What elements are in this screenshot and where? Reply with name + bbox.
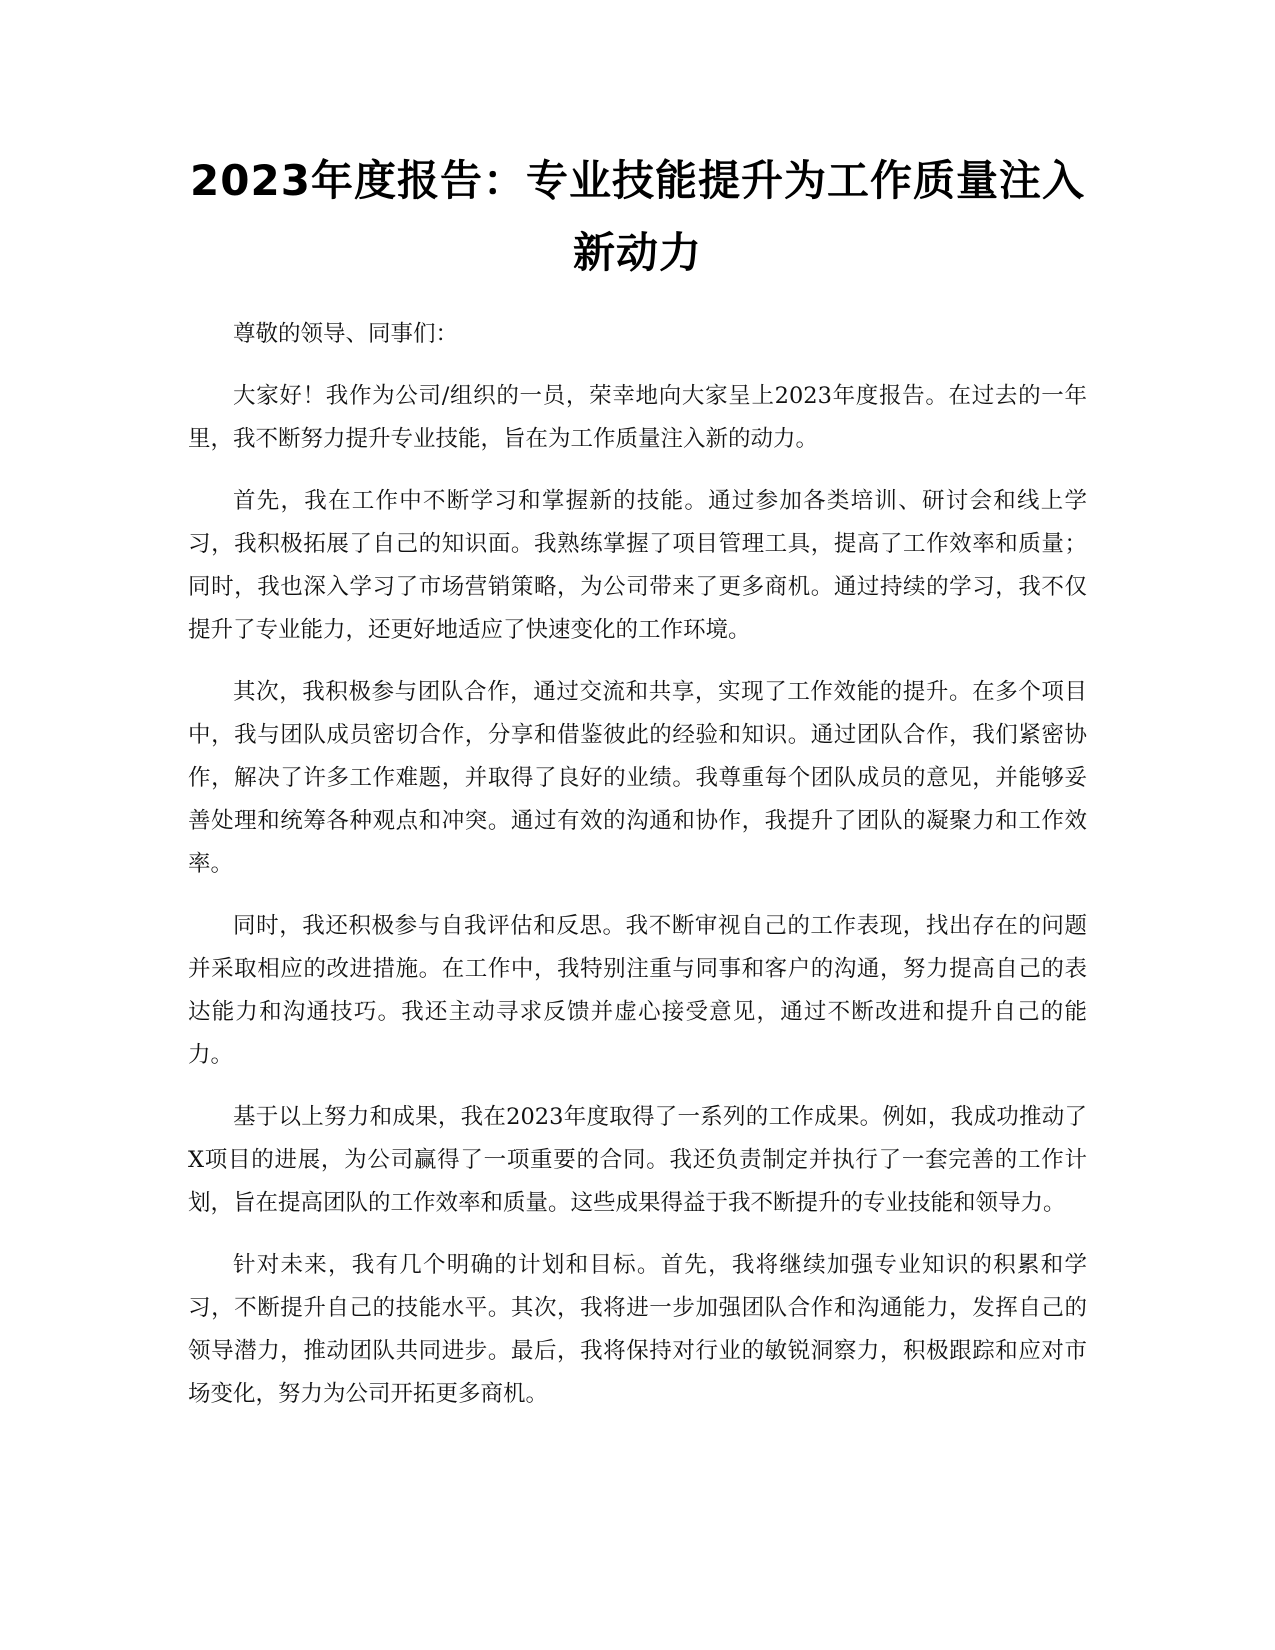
paragraph-future-plans: 针对未来，我有几个明确的计划和目标。首先，我将继续加强专业知识的积累和学习，不断提升自己的技能水平。其次，我将进一步加强团队合作和沟通能力，发挥自己的领导潜力，推动团队共同进步。最后，我将保持对行业的敏锐洞察力，积极跟踪和应对市场变化，努力为公司开拓更多商机。 (188, 1252, 1087, 1407)
paragraph-intro: 大家好！我作为公司/组织的一员，荣幸地向大家呈上2023年度报告。在过去的一年里，我不断努力提升专业技能，旨在为工作质量注入新的动力。 (188, 383, 1087, 452)
paragraph-skills: 首先，我在工作中不断学习和掌握新的技能。通过参加各类培训、研讨会和线上学习，我积极拓展了自己的知识面。我熟练掌握了项目管理工具，提高了工作效率和质量；同时，我也深入学习了市场营销策略，为公司带来了更多商机。通过持续的学习，我不仅提升了专业能力，还更好地适应了快速变化的工作环境。 (188, 488, 1087, 643)
paragraph-achievements: 基于以上努力和成果，我在2023年度取得了一系列的工作成果。例如，我成功推动了X项目的进展，为公司赢得了一项重要的合同。我还负责制定并执行了一套完善的工作计划，旨在提高团队的工作效率和质量。这些成果得益于我不断提升的专业技能和领导力。 (188, 1104, 1087, 1216)
salutation: 尊敬的领导、同事们： (233, 321, 459, 347)
document-title: 2023年度报告：专业技能提升为工作质量注入新动力 (190, 156, 1085, 277)
paragraph-self-assessment: 同时，我还积极参与自我评估和反思。我不断审视自己的工作表现，找出存在的问题并采取相应的改进措施。在工作中，我特别注重与同事和客户的沟通，努力提高自己的表达能力和沟通技巧。我还主动寻求反馈并虚心接受意见，通过不断改进和提升自己的能力。 (188, 913, 1087, 1068)
paragraph-teamwork: 其次，我积极参与团队合作，通过交流和共享，实现了工作效能的提升。在多个项目中，我与团队成员密切合作，分享和借鉴彼此的经验和知识。通过团队合作，我们紧密协作，解决了许多工作难题，并取得了良好的业绩。我尊重每个团队成员的意见，并能够妥善处理和统筹各种观点和冲突。通过有效的沟通和协作，我提升了团队的凝聚力和工作效率。 (188, 679, 1087, 877)
